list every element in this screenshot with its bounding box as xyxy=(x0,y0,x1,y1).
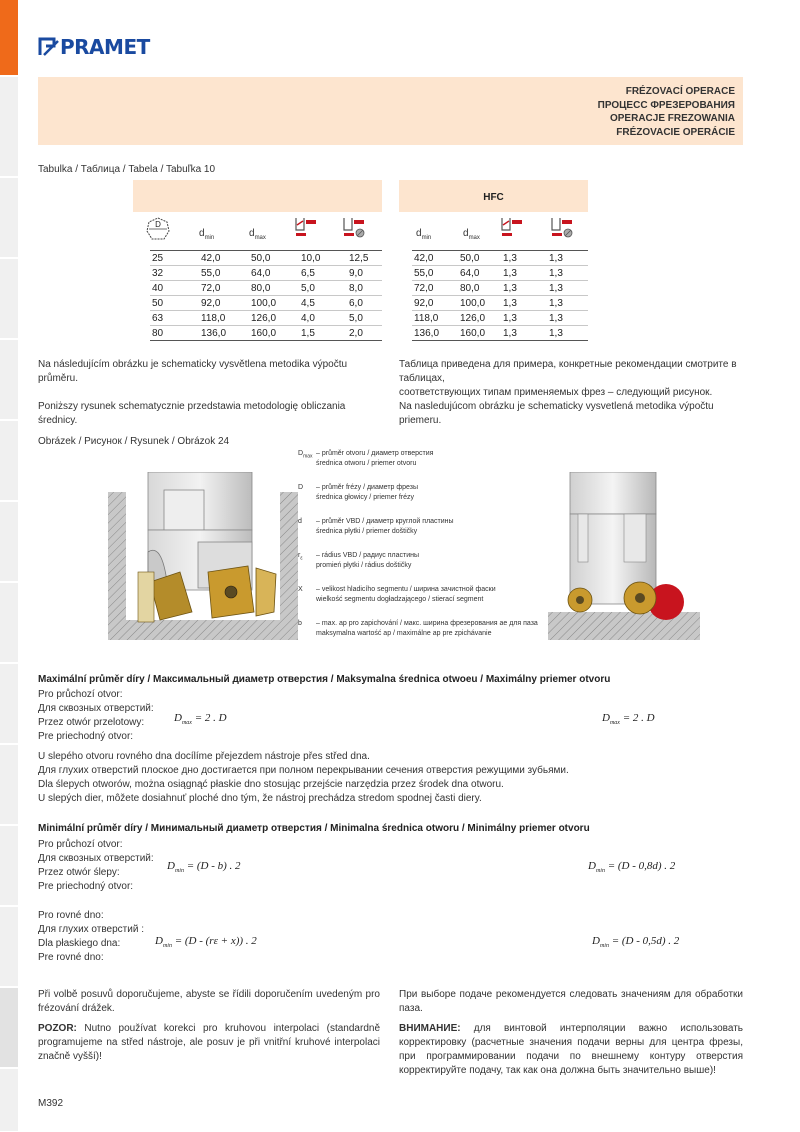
cutter-diameter-icon xyxy=(145,216,171,242)
table-caption: Tabulka / Таблица / Tabela / Tabuľka 10 xyxy=(38,164,216,175)
table-left xyxy=(150,250,382,341)
label-ru: Для глухих отверстий : xyxy=(38,924,144,935)
note-pl: Dla ślepych otworów, można osiągnąć płaskie dno stosując przejście narzędzia przez środek dna otworu. xyxy=(38,779,504,790)
label-pl: Przez otwór przelotowy: xyxy=(38,717,145,728)
label-sk: Pre rovné dno: xyxy=(38,952,104,963)
table-row: 136,0 160,0 1,3 1,3 xyxy=(412,326,588,341)
header-band xyxy=(38,77,743,145)
col-dmax-header-right: $d_{max}$ xyxy=(463,228,480,241)
helical-interpolation-icon xyxy=(342,216,366,238)
intro-left xyxy=(38,358,383,428)
note-sk: U slepých dier, môžete dosiahnuť ploché dno tým, že nástroj prechádza stredom spodnej časti diery. xyxy=(38,793,482,804)
min-labels-2 xyxy=(38,909,144,965)
pramet-logo-icon xyxy=(38,37,60,57)
col-dmin-header-right: $d_{min}$ xyxy=(416,228,432,241)
section-titles xyxy=(598,85,735,139)
note-ru: Для глухих отверстий плоское дно достигается при полном перекрывании сечения отверстия режущими зубьями. xyxy=(38,765,569,776)
section-tab[interactable] xyxy=(0,988,18,1068)
table-row: 80 136,0 160,0 1,5 2,0 xyxy=(150,326,382,341)
section-tab-active[interactable] xyxy=(0,0,18,76)
max-notes xyxy=(38,750,758,806)
table-row: 25 42,0 50,0 10,0 12,5 xyxy=(150,251,382,266)
workpiece-wall-right xyxy=(280,492,298,620)
table-right-header-band xyxy=(399,180,588,212)
section-tab[interactable] xyxy=(0,745,18,825)
label-sk: Pre priechodný otvor: xyxy=(38,881,134,892)
section-title-cz: FRÉZOVACÍ OPERACE xyxy=(625,86,735,97)
min-labels-1 xyxy=(38,838,154,894)
table-row: 72,0 80,0 1,3 1,3 xyxy=(412,281,588,296)
label-pl: Przez otwór ślepy: xyxy=(38,867,120,878)
figure-legend: $D_{max}$ – průměr otvoru / диаметр отверстия średnica otworu / priemer otvoru D – průměr frézy / диаметр фрезы średnica głowicy / priemer frézy d – průměr VBD / диаметр круглой пластины średnica płytki / priemer doštičky $r_\varepsilon$ – rádius VBD / радиус пластины promień płytki / rádius doštičky X – velikost hladicího segmentu / ширина зачистной фаски wielkość segmentu dogładzającego / stierací segment b – max. ap pro zapichování / макс. ширина фрезерования ae для паза maksymalna wartość ap / maximálne ap pre zpichávanie xyxy=(298,450,538,637)
figure-caption: Obrázek / Рисунок / Rysunek / Obrázok 24 xyxy=(38,436,230,447)
table-left-header-band xyxy=(133,180,382,212)
workpiece-bottom xyxy=(108,620,298,640)
table-row: 92,0 100,0 1,3 1,3 xyxy=(412,296,588,311)
feed-note-cz: Při volbě posuvů doporučujeme, abyste se řídili doporučením uvedeným pro frézování drážek. xyxy=(38,989,380,1014)
ramping-hole-icon xyxy=(294,216,318,238)
cutter-diagram-right xyxy=(548,472,700,648)
col-dmax-header: $d_{max}$ xyxy=(249,228,266,241)
intro-right-sk: Na nasledujúcom obrázku je schematicky vysvetlená metodika výpočtu priemeru. xyxy=(399,401,714,426)
table-right xyxy=(412,250,588,341)
formula-max-right: $D_{max} = 2$ . D xyxy=(602,712,655,727)
cutter-diagram-left xyxy=(108,472,298,648)
section-tab[interactable] xyxy=(0,826,18,906)
max-labels xyxy=(38,688,154,744)
section-tab[interactable] xyxy=(0,502,18,582)
max-diameter-heading: Maximální průměr díry / Максимальный диаметр отверстия / Maksymalna średnica otwoeu / Maximálny priemer otvoru xyxy=(38,674,611,685)
min-diameter-heading: Minimální průměr díry / Минимальный диаметр отверстия / Minimalna średnica otworu / Minimálny priemer otvoru xyxy=(38,823,590,834)
workpiece-bottom xyxy=(548,612,700,640)
section-tab[interactable] xyxy=(0,664,18,744)
section-title-ru: ПРОЦЕСС ФРЕЗЕРОВАНИЯ xyxy=(597,99,735,111)
section-tab[interactable] xyxy=(0,259,18,339)
label-cz: Pro průchozí otvor: xyxy=(38,839,123,850)
table-row: 32 55,0 64,0 6,5 9,0 xyxy=(150,266,382,281)
intro-right-ru-1: Таблица приведена для примера, конкретные рекомендации смотрите в таблицах, xyxy=(399,359,737,384)
intro-left-cz: Na následujícím obrázku je schematicky vysvětlena metodika výpočtu průměru. xyxy=(38,359,348,384)
label-pl: Dla płaskiego dna: xyxy=(38,938,121,949)
formula-max-left: $D_{max} = 2$ . D xyxy=(174,712,227,727)
workpiece-wall-left xyxy=(108,492,126,620)
label-ru: Для сквозных отверстий: xyxy=(38,703,154,714)
helical-interpolation-icon xyxy=(550,216,574,238)
formula-min-2-right: $D_{min} = (D - 0,5d)$ . 2 xyxy=(592,935,680,950)
table-row: 118,0 126,0 1,3 1,3 xyxy=(412,311,588,326)
section-tab[interactable] xyxy=(0,583,18,663)
label-ru: Для сквозных отверстий: xyxy=(38,853,154,864)
table-row: 55,0 64,0 1,3 1,3 xyxy=(412,266,588,281)
ramping-hole-icon xyxy=(500,216,524,238)
label-cz: Pro rovné dno: xyxy=(38,910,104,921)
table-row: 42,0 50,0 1,3 1,3 xyxy=(412,251,588,266)
col-d-label: D xyxy=(155,220,161,229)
formula-min-1-right: $D_{min} = (D - 0,8d)$ . 2 xyxy=(588,860,676,875)
warning-note-ru: ВНИМАНИЕ: для винтовой интерполяции важно использовать корректировку (расчетные значения подачи верны для центра фрезы, при программировании подачи по внешнему контуру отверстия корректируйте подачу, так как она должна быть значительно выше)! xyxy=(399,1023,744,1076)
label-sk: Pre priechodný otvor: xyxy=(38,731,134,742)
col-dmin-header: $d_{min}$ xyxy=(199,228,215,241)
table-row: 40 72,0 80,0 5,0 8,0 xyxy=(150,281,382,296)
section-title-sk: FRÉZOVACIE OPERÁCIE xyxy=(616,126,735,138)
section-tab[interactable] xyxy=(0,1069,18,1132)
footer-notes-right xyxy=(399,988,743,1078)
section-tab[interactable] xyxy=(0,340,18,420)
section-tab[interactable] xyxy=(0,178,18,258)
intro-left-pl: Poniższy rysunek schematycznie przedstawia metodologię obliczania średnicy. xyxy=(38,401,346,426)
label-cz: Pro průchozí otvor: xyxy=(38,689,123,700)
brand-logo xyxy=(38,36,150,58)
formula-min-1-left: $D_{min} = (D - b)$ . 2 xyxy=(167,860,241,875)
feed-note-ru: При выборе подаче рекомендуется следовать значениям для обработки паза. xyxy=(399,989,743,1014)
warning-note-cz: POZOR: Nutno používat korekci pro kruhovou interpolaci (standardně programujeme na střed nástroje, ale posuv je při vnitřní kruhové interpolaci značně vyšší)! xyxy=(38,1023,381,1062)
brand-name: PRAMET xyxy=(60,35,150,59)
note-cz: U slepého otvoru rovného dna docílíme přejezdem nástroje přes střed dna. xyxy=(38,751,370,762)
section-tab[interactable] xyxy=(0,77,18,177)
intro-right xyxy=(399,358,749,428)
section-title-pl: OPERACJE FREZOWANIA xyxy=(609,113,735,124)
page-number: M392 xyxy=(38,1098,64,1109)
intro-right-ru-2: соответствующих типам применяемых фрез – следующий рисунок. xyxy=(399,387,713,398)
section-tab[interactable] xyxy=(0,907,18,987)
section-tab[interactable] xyxy=(0,421,18,501)
table-row: 63 118,0 126,0 4,0 5,0 xyxy=(150,311,382,326)
formula-min-2-left: $D_{min} = (D - (r\varepsilon + x))$ . 2 xyxy=(155,935,257,950)
table-row: 50 92,0 100,0 4,5 6,0 xyxy=(150,296,382,311)
footer-notes-left xyxy=(38,988,380,1064)
table-right-title: HFC xyxy=(483,192,504,203)
